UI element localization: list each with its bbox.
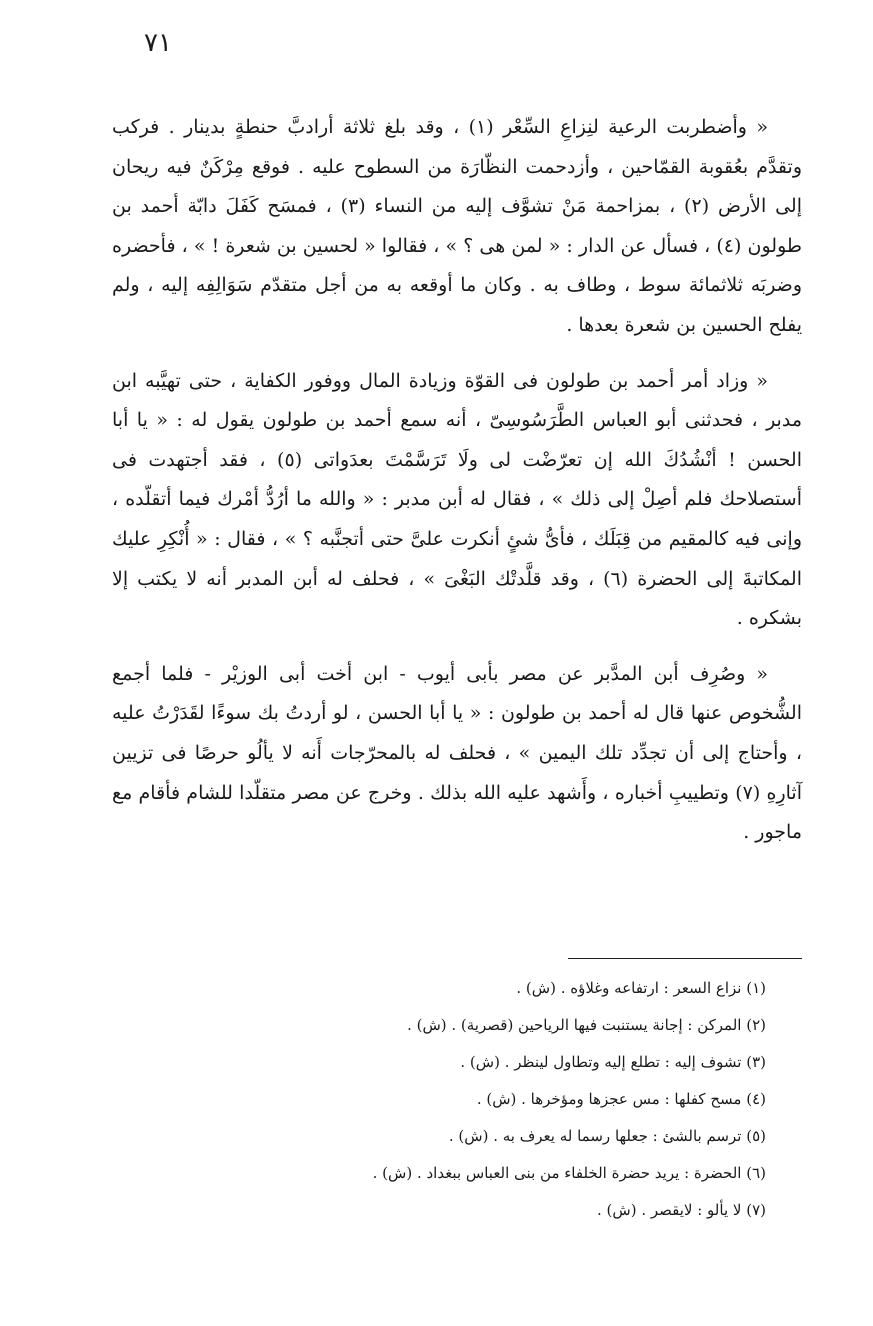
page-number: ٧١ [144,28,172,58]
footnote-7: (٧) لا يألو : لايقصر . (ش) . [597,1201,766,1219]
paragraph-1: « وأضطربت الرعية لنِزاعِ السِّعْر (١) ، وقد بلغ ثلاثة أرادبَّ حنطةٍ بدينار . فركب وتقدَّم بعُقوبة القمّاحين ، وأزدحمت النظّارَة من السطوح عليه . فوقع مِرْكَنٌ فيه ريحان إلى الأرض (٢) ، بمزاحمة مَنْ تشوَّف إليه من النساء (٣) ، فمسَح كَفَلَ دابّة أحمد بن طولون (٤) ، فسأل عن الدار : « لمن هى ؟ » ، فقالوا « لحسين بن شعرة ! » ، فأحضره وضربَه ثلاثمائة سوط ، وطاف به . وكان ما أوقعه به من أجل متقدّم سَوَالِفِه إليه ، ولم يفلح الحسين بن شعرة بعدها . [112,116,803,336]
paragraph-3: « وصُرِف أبن المدَّبر عن مصر بأبى أيوب - ابن أخت أبى الوزيْر - فلما أجمع الشُّخوص عنها قال له أحمد بن طولون : « يا أبا الحسن ، لو أردتُ بك سوءًا لقَدَرْتُ عليه ، وأحتاج إلى أن تجدِّد تلك اليمين » ، فحلف له بالمحرّجات أَنه لا يألُو حرصًا فى تزيين آثارِهِ (٧) وتطييبِ أخباره ، وأَشهد عليه الله بذلك . وخرج عن مصر متقلّدا للشام فأقام مع ماجور . [112,662,802,844]
main-text [112,108,802,869]
footnote-5: (٥) ترسم بالشئ : جعلها رسما له يعرف به . (ش) . [448,1127,766,1145]
paragraph-2: « وزاد أمر أحمد بن طولون فى القوّة وزيادة المال ووفور الكفاية ، حتى تهيَّبه ابن مدبر ، فحدثنى أبو العباس الطَّرَسُوسِىّ ، أنه سمع أحمد بن طولون يقول له : « يا أبا الحسن ! أنْشُدُكَ الله إن تعرّضْت لى ولَا تَرَسَّمْتَ بعدَواتى (٥) ، فقد أجتهدت فى أستصلاحك فلم أصِلْ إلى ذلك » ، فقال له أبن مدبر : « والله ما أرُدُّ أمْرك فيما أتقلّده ، وإنى فيه كالمقيم من قِبَلَك ، فأىُّ شئٍ أنكرت علىَّ حتى أتجنَّبه ؟ » ، فقال : « أُنْكِرِ عليك المكاتبةَ إلى الحضرة (٦) ، وقد قلَّدتْك البَغْىَ » ، فحلف له أبن المدبر أنه لا يكتب إلا بشكره . [112,369,802,630]
footnote-6: (٦) الحضرة : يريد حضرة الخلفاء من بنى العباس ببغداد . (ش) . [372,1164,766,1182]
footnote-4: (٤) مسح كفلها : مس عجزها ومؤخرها . (ش) . [476,1090,766,1108]
footnote-separator [568,958,802,959]
footnote-1: (١) نزاع السعر : ارتفاعه وغلاؤه . (ش) . [516,979,766,997]
footnotes [112,970,766,1229]
footnote-2: (٢) المركن : إجانة يستنبت فيها الرياحين (قصرية) . (ش) . [407,1016,766,1034]
footnote-3: (٣) تشوف إليه : تطلع إليه وتطاول لينظر . (ش) . [460,1053,766,1071]
